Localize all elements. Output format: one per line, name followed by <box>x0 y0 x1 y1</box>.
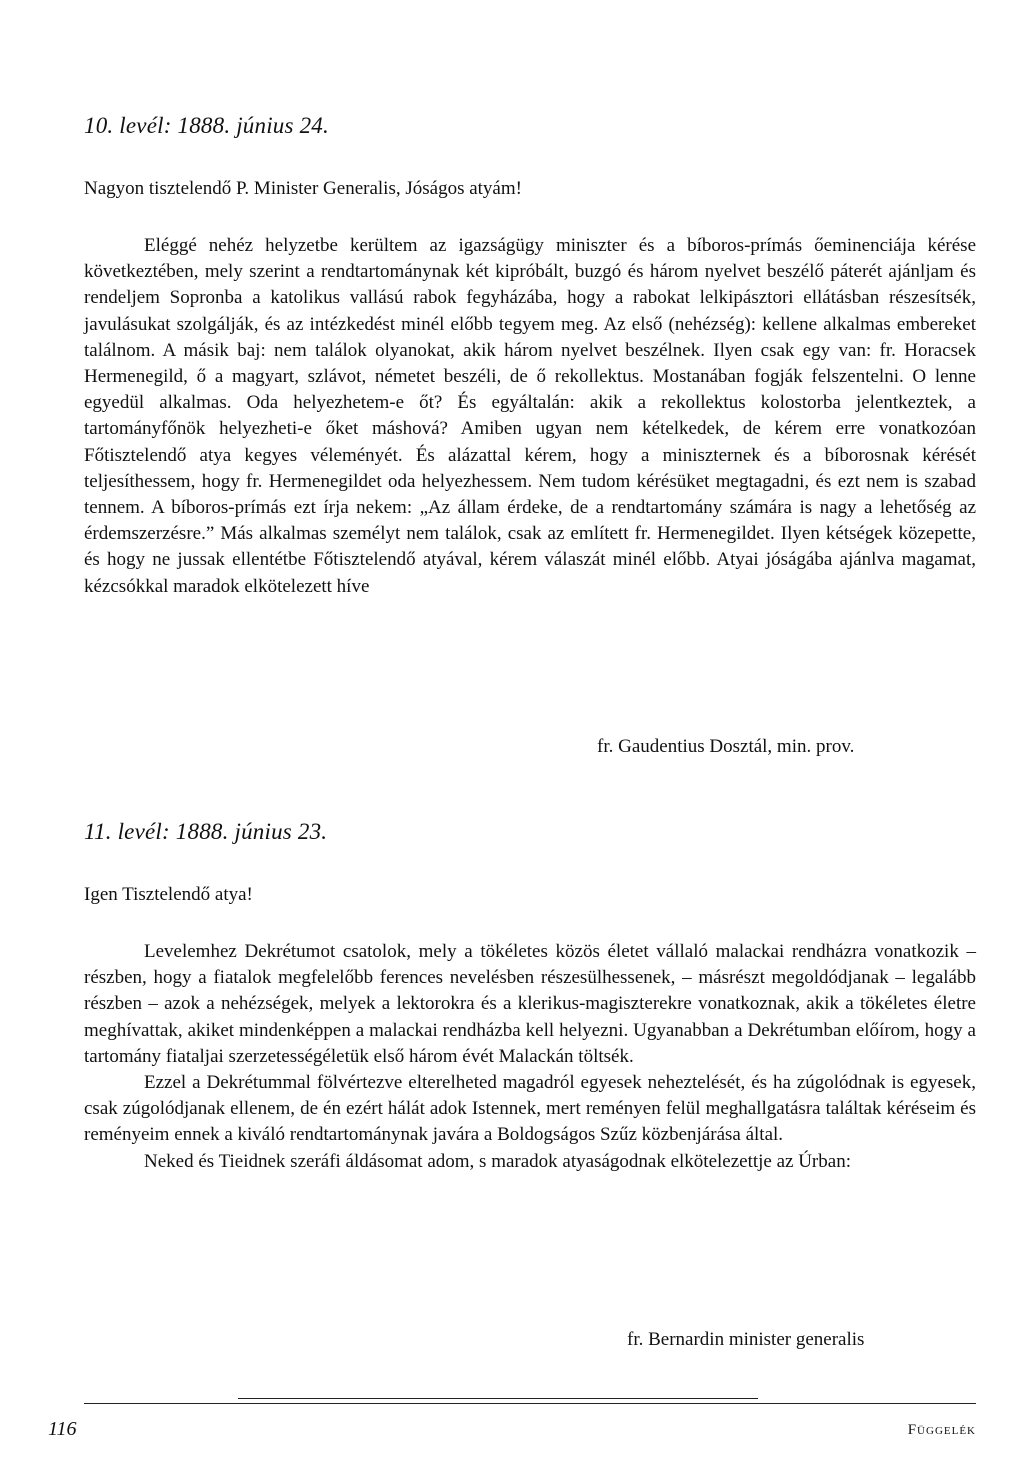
footer-rule <box>84 1403 976 1404</box>
letter-paragraph: Neked és Tieidnek szeráfi áldásomat adom, s maradok atyaságodnak elkötelezettje az Úrban: <box>144 1150 851 1172</box>
letter-paragraph: Levelemhez Dekrétumot csatolok, mely a tökéletes közös életet vállaló malackai rendházra vonatkozik – részben, hogy a fiatalok megfelelőbb ferences nevelésben részesülhessenek, – másrészt megoldódjanak – legalább részben – azok a nehézségek, melyek a lektorokra és a klerikus-magiszterekre vonatkoznak, akik a tökéletes életre meghívattak, akiket mindenképpen a malackai rendházba kell helyezni. Ugyanabban a Dekrétumban előírom, hogy a tartomány fiataljai szerzetességéletük első három évét Malackán töltsék. <box>84 941 976 1067</box>
footer-rule <box>238 1398 758 1399</box>
letter-11 <box>84 818 976 1175</box>
letter-heading: 11. levél: 1888. június 23. <box>84 819 328 844</box>
letter-paragraph: Eléggé nehéz helyzetbe kerültem az igazságügy miniszter és a bíboros-prímás őeminenciája kérése következtében, mely szerint a rendtartománynak két kipróbált, buzgó és három nyelvet beszélő páterét ajánljam és rendeljem Sopronba a katolikus vallású rabok fegyházába, hogy a rabokat lelkipásztori ellátásban részesítsék, javulásukat szolgálják, és az intézkedést minél előbb tegyem meg. Az első (nehézség): kellene alkalmas embereket találnom. A másik baj: nem találok olyanokat, akik három nyelvet beszélnek. Ilyen csak egy van: fr. Horacsek Hermenegild, ő a magyart, szlávot, németet beszéli, de ő rekollektus. Mostanában fogják felszentelni. O lenne egyedül alkalmas. Oda helyezhetem-e őt? És egyáltalán: akik a rekollektus kolostorba jelentkeztek, a tartományfőnök helyezheti-e őket máshová? Amiben ugyan nem kételkedek, de kérem erre vonatkozóan Főtisztelendő atya kegyes véleményét. És alázattal kérem, hogy a miniszternek és a bíborosnak kérését teljesíthessem, hogy fr. Hermenegildet oda helyezhessem. Nem tudom kérésüket megtagadni, és ezt nem is szabad tennem. A bíboros-prímás ezt írja nekem: „Az állam érdeke, de a rendtartomány számára is nagy a lehetőség az érdemszerzésre.” Más alkalmas személyt nem találok, csak az említett fr. Hermenegildet. Ilyen kétségek közepette, és hogy ne jussak ellentétbe Főtisztelendő atyával, kérem válaszát minél előbb. Atyai jóságába ajánlva magamat, kézcsókkal maradok elkötelezett híve <box>84 235 976 597</box>
letter-body <box>84 939 976 1175</box>
letter-signature: fr. Bernardin minister generalis <box>627 1329 865 1350</box>
letter-heading: 10. levél: 1888. június 24. <box>84 113 329 138</box>
letter-paragraph: Ezzel a Dekrétummal fölvértezve elterelheted magadról egyesek neheztelését, és ha zúgolódnak is egyesek, csak zúgolódjanak ellenem, de én ezért hálát adok Istennek, mert reményen felül meghallgatásra találtak kéréseim és reményeim ennek a kiváló rendtartománynak javára a Boldogságos Szűz közbenjárása által. <box>84 1072 976 1146</box>
running-footer: Függelék <box>907 1422 976 1438</box>
letter-body <box>84 233 976 600</box>
letter-salutation: Nagyon tisztelendő P. Minister Generalis, Jóságos atyám! <box>84 178 522 199</box>
letter-signature: fr. Gaudentius Dosztál, min. prov. <box>597 736 855 757</box>
page-number: 116 <box>48 1418 77 1440</box>
letter-10 <box>84 112 976 600</box>
letter-salutation: Igen Tisztelendő atya! <box>84 884 253 905</box>
